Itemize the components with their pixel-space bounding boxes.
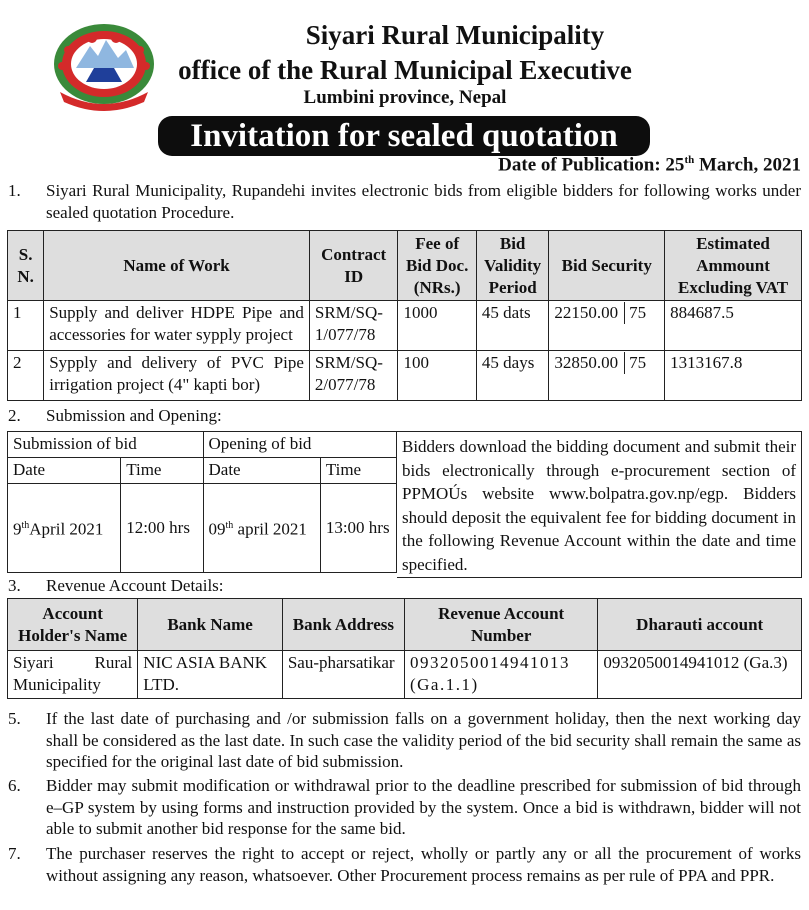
revenue-account-table [7,598,802,699]
publication-date-label: Date of Publication: 25 [498,154,685,176]
works-table [7,230,802,401]
publication-date-suffix: th [684,154,695,166]
cell-address: Sau-pharsatikar [282,651,404,699]
opening-date-suffix: th [225,520,234,532]
col-header-dharauti: Dharauti account [598,599,802,651]
bidding-instructions: Bidders download the bidding document and submit their bids electronically through e-procurement section of PPMOÚs website www.bolpatra.gov.np/egp. Bidders should deposit the equivalent fee for bidding document in the following Revenue Account within the date and time specified. [397,431,802,578]
cell-sn: 1 [8,301,44,351]
cell-holder: Siyari Rural Municipality [8,651,138,699]
security-days: 75 [624,352,646,374]
paragraph-text: The purchaser reserves the right to accept or reject, wholly or partly any or all the procurement of works without assigning any reason, whatsoever. Other Procurement process remains as per rule of PPA and PPR. [46,844,801,885]
cell-security [549,301,665,351]
paragraph-1 [0,180,809,224]
publication-date-rest: March, 2021 [694,154,801,176]
opening-time: 13:00 hrs [320,484,396,573]
cell-sn: 2 [8,351,44,401]
col-header-contract: Contract ID [309,231,398,301]
government-emblem-icon [48,20,160,112]
paragraph-text: If the last date of purchasing and /or submission falls on a government holiday, then the next working day shall be considered as the last date. In such case the validity period of the bid security shall remain the same as specified for the original last date of bid submission. [46,709,801,771]
opening-date-label: Date [203,458,320,484]
submission-heading: Submission of bid [8,432,204,458]
col-header-validity: Bid Validity Period [476,231,548,301]
municipality-title: Siyari Rural Municipality [305,20,605,50]
paragraph-number: 1. [8,181,21,200]
paragraph-6 [0,775,809,841]
submission-time-label: Time [121,458,203,484]
table-row [8,301,802,351]
cell-amount: 884687.5 [665,301,802,351]
opening-heading: Opening of bid [203,432,397,458]
cell-bank: NIC ASIA BANK LTD. [138,651,283,699]
province-subtitle: Lumbini province, Nepal [303,87,507,108]
table-row [8,351,802,401]
submission-date [8,484,121,573]
paragraph-5 [0,708,809,774]
opening-date-rest: april 2021 [233,519,307,539]
submission-date-rest: April 2021 [29,519,104,539]
security-amount: 32850.00 [554,353,619,372]
works-table-header [8,231,802,301]
col-header-security: Bid Security [549,231,665,301]
notice-header [0,0,809,190]
col-header-address: Bank Address [282,599,404,651]
col-header-fee: Fee of Bid Doc. (NRs.) [398,231,476,301]
table-row [8,651,802,699]
col-header-bank: Bank Name [138,599,283,651]
paragraph-2 [0,405,809,427]
submission-date-label: Date [8,458,121,484]
submission-date-day: 9 [13,519,22,539]
cell-validity: 45 dats [476,301,548,351]
paragraph-3 [0,575,809,597]
col-header-holder: Account Holder's Name [8,599,138,651]
cell-number: 0932050014941013 (Ga.1.1) [404,651,597,699]
paragraph-text: Submission and Opening: [46,406,222,425]
cell-fee: 1000 [398,301,476,351]
opening-time-label: Time [320,458,396,484]
cell-dharauti: 0932050014941012 (Ga.3) [598,651,802,699]
cell-fee: 100 [398,351,476,401]
cell-validity: 45 days [476,351,548,401]
submission-time: 12:00 hrs [121,484,203,573]
submission-date-suffix: th [21,520,30,532]
cell-name: Sypply and delivery of PVC Pipe irrigation project (4" kapti bor) [44,351,310,401]
col-header-number: Revenue Account Number [404,599,597,651]
paragraph-number: 2. [8,406,21,425]
cell-contract: SRM/SQ-2/077/78 [309,351,398,401]
security-amount: 22150.00 [554,303,619,322]
security-days: 75 [624,302,646,324]
submission-table [7,431,397,573]
notice-banner: Invitation for sealed quotation [158,116,650,156]
paragraph-number: 5. [8,709,21,728]
col-header-amount: Estimated Ammount Excluding VAT [665,231,802,301]
cell-name: Supply and deliver HDPE Pipe and accessories for water sypply project [44,301,310,351]
paragraph-number: 7. [8,844,21,863]
paragraph-text: Revenue Account Details: [46,576,224,595]
publication-date [498,154,801,176]
paragraph-text: Siyari Rural Municipality, Rupandehi invites electronic bids from eligible bidders for following works under sealed quotation Procedure. [46,181,801,222]
cell-amount: 1313167.8 [665,351,802,401]
opening-date [203,484,320,573]
col-header-name: Name of Work [44,231,310,301]
office-title: office of the Rural Municipal Executive [178,55,632,85]
paragraph-number: 6. [8,776,21,795]
opening-date-day: 09 [208,519,226,539]
paragraph-7 [0,843,809,887]
cell-contract: SRM/SQ-1/077/78 [309,301,398,351]
col-header-sn: S. N. [8,231,44,301]
paragraph-number: 3. [8,576,21,595]
cell-security [549,351,665,401]
paragraph-text: Bidder may submit modification or withdrawal prior to the deadline prescribed for submission of bid through e–GP system by using forms and instruction provided by the system. Once a bid is withdrawn, bidder will not able to submit another bid response for the same bid. [46,776,801,838]
